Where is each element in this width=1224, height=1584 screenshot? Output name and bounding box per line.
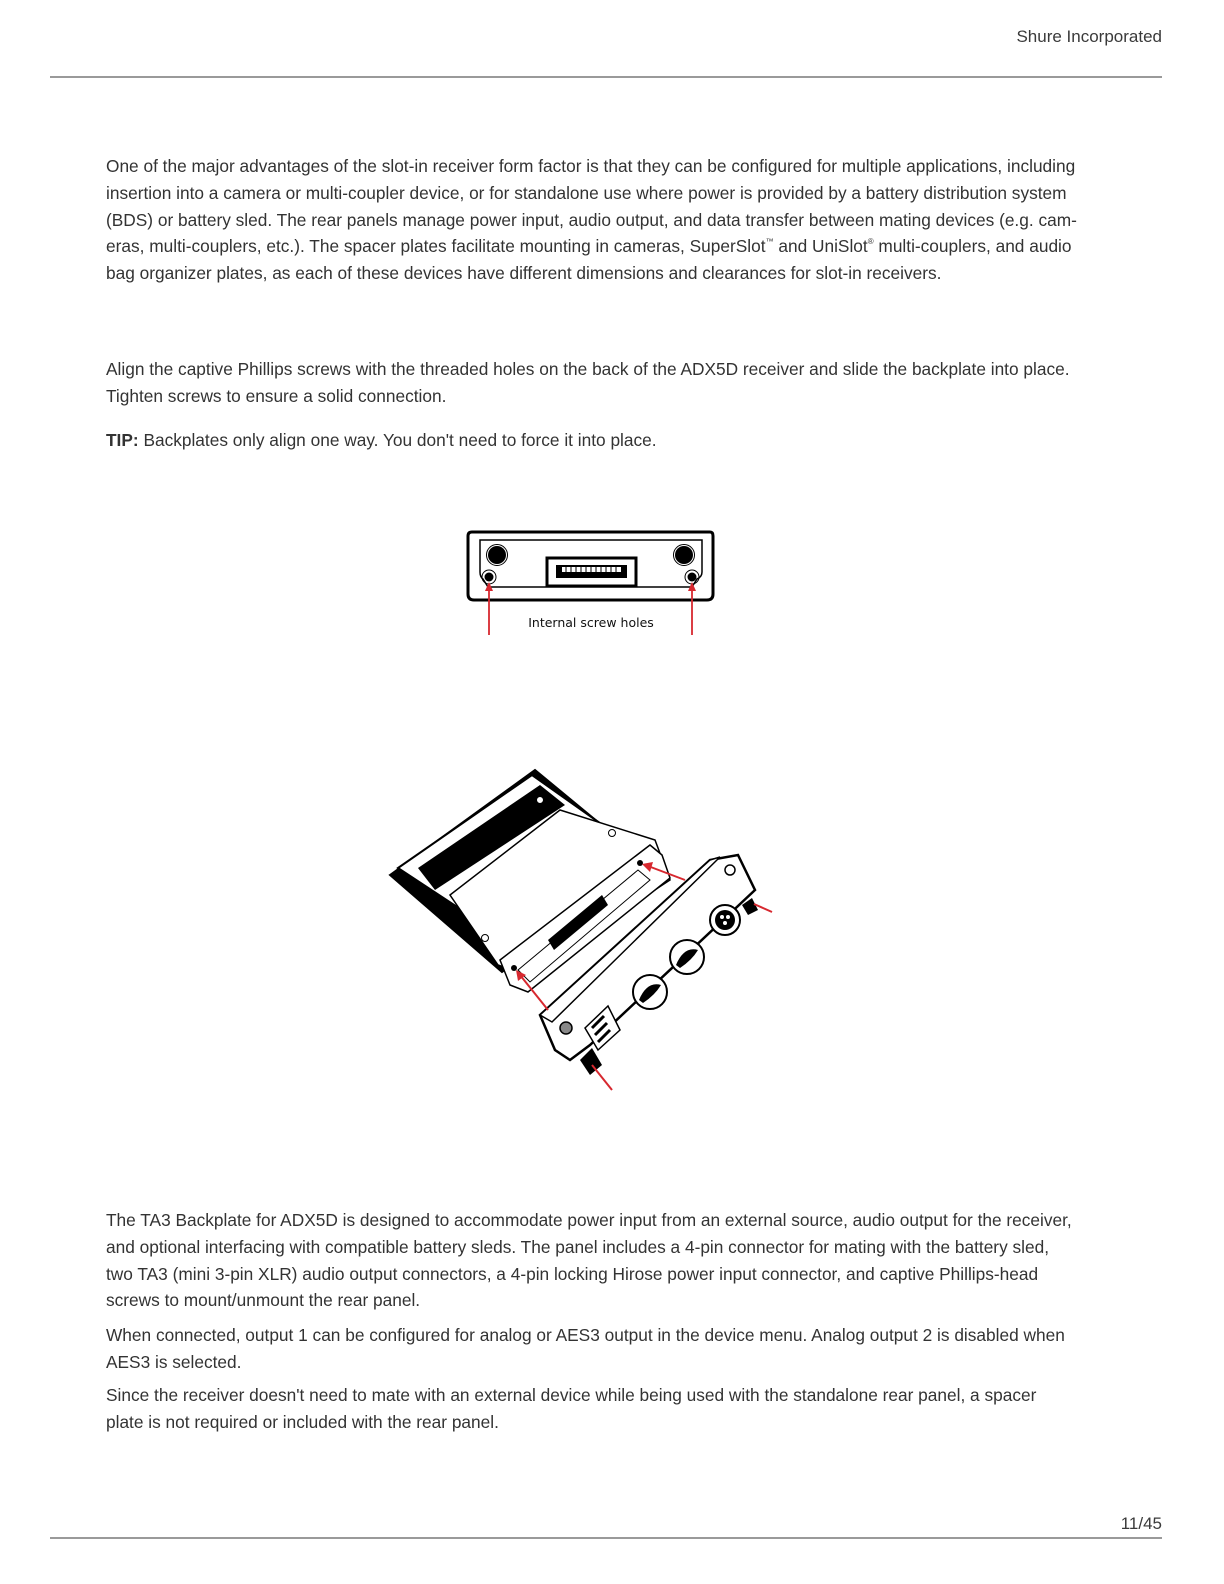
intro-line: One of the major advantages of the slot-in receiver form factor is that they can be configured for multiple applications, including — [106, 156, 1076, 176]
backplate-screw — [560, 1022, 572, 1034]
trademark-symbol: ™ — [765, 237, 774, 247]
header-company-name: Shure Incorporated — [1016, 27, 1162, 46]
spacer-plate-paragraph — [106, 1382, 1106, 1436]
output-config-line: When connected, output 1 can be configured for analog or AES3 output in the device menu. Analog output 2 is disabled when — [106, 1325, 1065, 1345]
captive-screw-head — [580, 1048, 602, 1075]
spacer-plate-line: plate is not required or included with the rear panel. — [106, 1411, 499, 1432]
left-internal-screw-hole — [485, 573, 494, 582]
spacer-plate-line: Since the receiver doesn't need to mate with an external device while being used with the standalone rear panel, a spacer — [106, 1385, 1037, 1405]
install-paragraph — [106, 356, 1106, 410]
ta3-line: and optional interfacing with compatible battery sleds. The panel includes a 4-pin connector for mating with the battery sled, — [106, 1236, 1050, 1257]
ta3-line: two TA3 (mini 3-pin XLR) audio output connectors, a 4-pin locking Hirose power input connector, and captive Phillips-head — [106, 1263, 1039, 1284]
footer-divider — [50, 1537, 1162, 1539]
upper-left-screw-boss — [488, 546, 506, 564]
intro-line: and UniSlot — [773, 236, 868, 257]
figure-caption: Internal screw holes — [528, 615, 654, 630]
intro-paragraph — [106, 153, 1106, 287]
install-line: Align the captive Phillips screws with the threaded holes on the back of the ADX5D receiver and slide the backplate into place. — [106, 359, 1070, 379]
tip-paragraph — [106, 427, 1106, 454]
install-line: Tighten screws to ensure a solid connection. — [106, 385, 447, 406]
ta3-output-connector-core — [715, 910, 735, 930]
tip-label: TIP: — [106, 430, 139, 450]
intro-line: insertion into a camera or multi-coupler device, or for standalone use where power is provided by a battery distribution system — [106, 182, 1067, 203]
receiver-screw — [609, 830, 616, 837]
backplate-installation-illustration — [380, 760, 790, 1100]
intro-line: (BDS) or battery sled. The rear panels manage power input, audio output, and data transfer between mating devices (e.g. cam- — [106, 209, 1077, 230]
receiver-screw — [482, 935, 489, 942]
right-internal-screw-hole — [688, 573, 697, 582]
backplate-screw — [725, 865, 735, 875]
registered-symbol: ® — [867, 237, 874, 247]
upper-right-screw-boss — [675, 546, 693, 564]
ta3-description-paragraph — [106, 1207, 1106, 1314]
ta3-line: The TA3 Backplate for ADX5D is designed to accommodate power input from an external source, audio output for the receiver, — [106, 1210, 1072, 1230]
output-config-paragraph — [106, 1322, 1106, 1376]
intro-line: eras, multi-couplers, etc.). The spacer plates facilitate mounting in cameras, SuperSlot — [106, 236, 766, 257]
captive-screw-pointer — [592, 1065, 612, 1090]
ta3-line: screws to mount/unmount the rear panel. — [106, 1290, 421, 1311]
page-number: 11/45 — [1120, 1514, 1162, 1533]
intro-line: bag organizer plates, as each of these devices have different dimensions and clearances for slot-in receivers. — [106, 263, 942, 284]
receiver-threaded-hole — [637, 860, 643, 866]
tip-text: Backplates only align one way. You don't need to force it into place. — [138, 430, 657, 450]
header-divider — [50, 76, 1162, 78]
backplate-screw-holes-diagram — [460, 525, 720, 640]
receiver-screw — [537, 797, 544, 804]
output-config-line: AES3 is selected. — [106, 1351, 242, 1372]
intro-line: multi-couplers, and audio — [873, 236, 1072, 257]
